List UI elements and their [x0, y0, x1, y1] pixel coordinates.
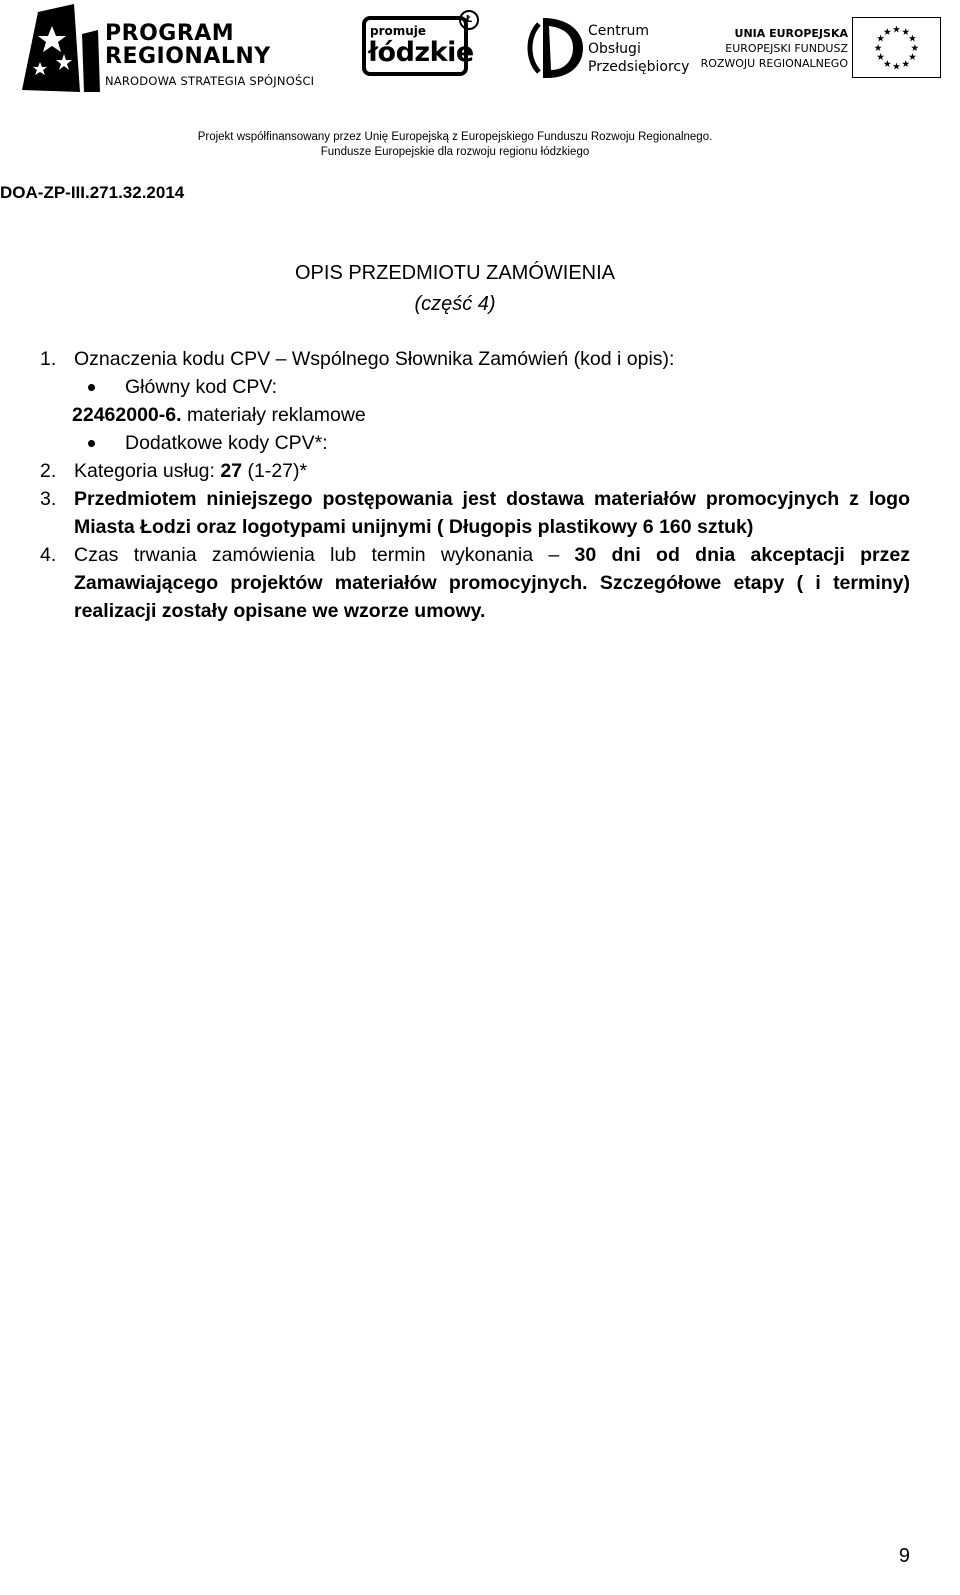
svg-text:★: ★	[901, 26, 911, 38]
list-item-2: 2. Kategoria usług: 27 (1-27)*	[40, 460, 308, 482]
svg-text:★: ★	[910, 42, 920, 54]
svg-text:★: ★	[876, 52, 885, 64]
promuje-label: promuje	[370, 24, 427, 38]
svg-text:★: ★	[892, 61, 901, 73]
document-body	[40, 345, 910, 625]
program-regionalny-logo	[18, 4, 102, 94]
header-logos	[0, 0, 960, 100]
program-regionalny-title: PROGRAM REGIONALNY	[105, 21, 271, 69]
svg-text:★: ★	[908, 33, 917, 45]
cpv-code-line: 22462000-6. materiały reklamowe	[72, 404, 366, 426]
document-subtitle: (część 4)	[414, 293, 496, 315]
bullet-icon	[88, 440, 95, 447]
lodzkie-label: łódzkie	[368, 37, 474, 68]
svg-text:★: ★	[882, 26, 892, 38]
centrum-obslugi-text: Centrum Obsługi Przedsiębiorcy	[588, 23, 690, 75]
svg-text:★: ★	[908, 52, 917, 64]
lodzkie-badge: Ł	[459, 10, 479, 30]
svg-text:★: ★	[892, 24, 901, 36]
program-regionalny-subtitle: NARODOWA STRATEGIA SPÓJNOŚCI	[105, 74, 315, 88]
bullet-icon	[88, 384, 95, 391]
cofinancing-note: Projekt współfinansowany przez Unię Europejską z Europejskiego Funduszu Rozwoju Regionalnego. Fundusze Europejskie dla rozwoju regionu łódzkiego	[197, 131, 713, 158]
list-item-3: 3. Przedmiotem niniejszego postępowania jest dostawa materiałów promocyjnych z logo Miasta Łodzi oraz logotypami unijnymi ( Długopis plastikowy 6 160 sztuk)	[40, 488, 910, 538]
svg-text:★: ★	[876, 33, 885, 45]
list-item-4: 4. Czas trwania zamówienia lub termin wykonania – 30 dni od dnia akceptacji przez Zamawiającego projektów materiałów promocyjnych. Szczegółowe etapy ( i terminy) realizacji zostały opisane we wzorze umowy.	[40, 544, 910, 622]
bullet-additional-cpv: Dodatkowe kody CPV*:	[40, 429, 910, 457]
svg-text:★: ★	[901, 58, 911, 70]
page-number: 9	[898, 1545, 910, 1567]
document-title: OPIS PRZEDMIOTU ZAMÓWIENIA	[294, 262, 615, 284]
eu-text: UNIA EUROPEJSKA EUROPEJSKI FUNDUSZ ROZWOJU REGIONALNEGO	[700, 27, 848, 70]
list-item-1: 1. Oznaczenia kodu CPV – Wspólnego Słownika Zamówień (kod i opis):	[40, 348, 675, 370]
bullet-main-cpv: Główny kod CPV:	[40, 373, 910, 401]
centrum-obslugi-logo	[525, 14, 585, 80]
eu-flag-icon	[852, 17, 941, 78]
document-reference: DOA-ZP-III.271.32.2014	[0, 183, 185, 202]
svg-text:★: ★	[882, 58, 892, 70]
svg-text:★: ★	[873, 42, 883, 54]
